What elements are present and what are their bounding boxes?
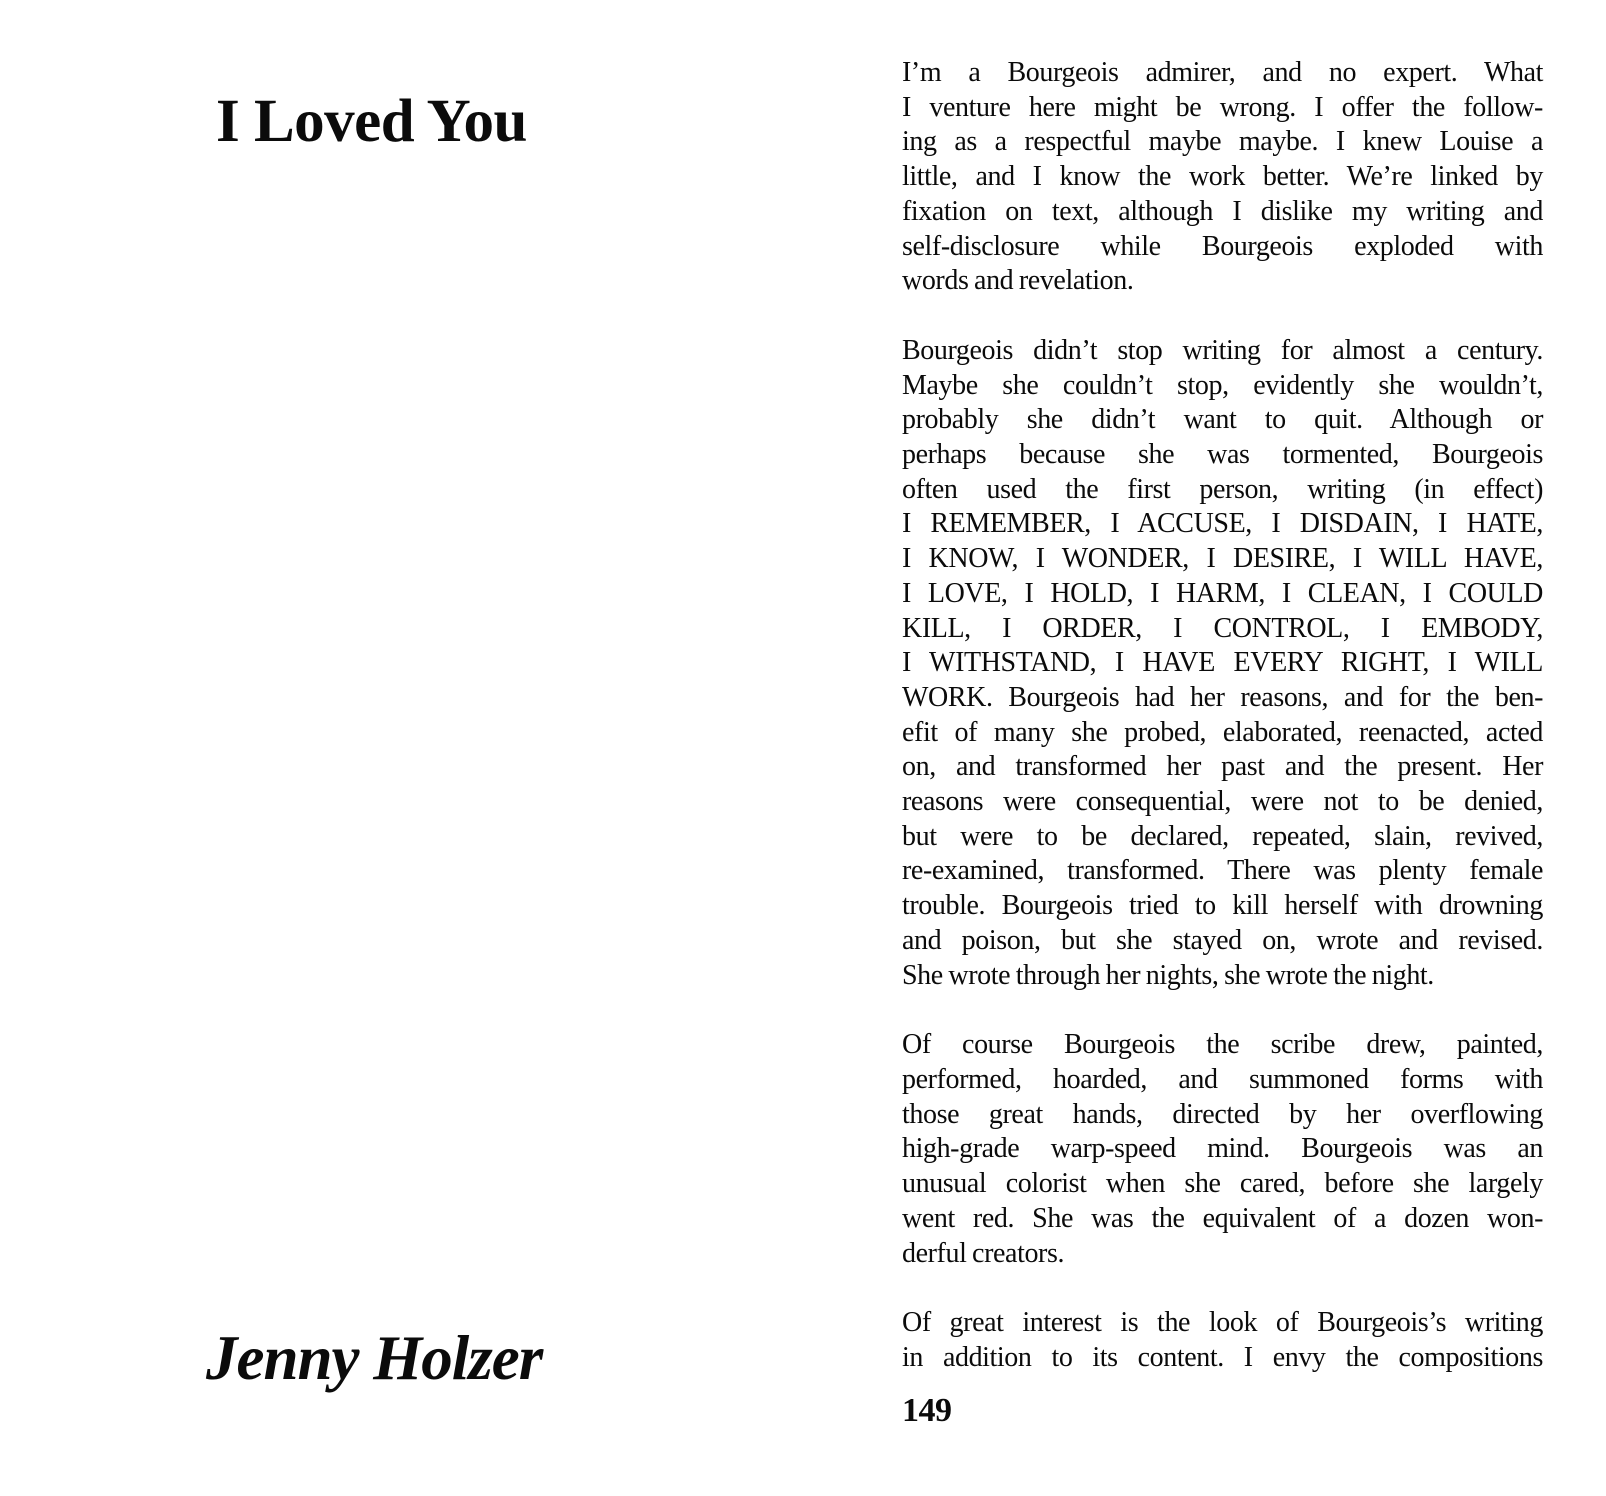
text-line: unusual colorist when she cared, before she largely: [902, 1168, 1543, 1200]
text-line: re-examined, transformed. There was plenty female: [902, 855, 1543, 887]
text-line: Of great interest is the look of Bourgeois’s writing: [902, 1307, 1543, 1339]
text-line: self-disclosure while Bourgeois exploded with: [902, 230, 1543, 262]
text-line: little, and I know the work better. We’re linked by: [902, 161, 1543, 193]
text-line: words and revelation.: [902, 265, 1134, 297]
text-line: trouble. Bourgeois tried to kill herself with drowning: [902, 890, 1543, 922]
text-line: high-grade warp-speed mind. Bourgeois was an: [902, 1133, 1543, 1165]
text-line: often used the first person, writing (in effect): [902, 473, 1543, 505]
text-line: derful creators.: [902, 1237, 1065, 1269]
text-line: fixation on text, although I dislike my writing and: [902, 195, 1543, 227]
text-line: Bourgeois didn’t stop writing for almost a century.: [902, 334, 1543, 366]
author-name: Jenny Holzer: [206, 1323, 543, 1393]
text-line: perhaps because she was tormented, Bourgeois: [902, 439, 1543, 471]
paragraph: [902, 1028, 1543, 1271]
text-line: WORK. Bourgeois had her reasons, and for the ben-: [902, 681, 1543, 713]
text-line: I KNOW, I WONDER, I DESIRE, I WILL HAVE,: [902, 543, 1543, 575]
text-line: I venture here might be wrong. I offer the follow-: [902, 91, 1543, 123]
text-line: went red. She was the equivalent of a dozen won-: [902, 1202, 1543, 1234]
page-title: I Loved You: [216, 87, 527, 155]
page-number: 149: [902, 1392, 952, 1429]
text-line: Maybe she couldn’t stop, evidently she wouldn’t,: [902, 369, 1543, 401]
text-line: reasons were consequential, were not to be denied,: [902, 786, 1543, 818]
text-line: but were to be declared, repeated, slain, revived,: [902, 820, 1543, 852]
text-line: ing as a respectful maybe maybe. I knew Louise a: [902, 126, 1543, 158]
text-line: KILL, I ORDER, I CONTROL, I EMBODY,: [902, 612, 1543, 644]
text-line: She wrote through her nights, she wrote the night.: [902, 959, 1434, 991]
text-line: on, and transformed her past and the present. Her: [902, 751, 1543, 783]
text-line: Of course Bourgeois the scribe drew, painted,: [902, 1029, 1543, 1061]
text-line: I REMEMBER, I ACCUSE, I DISDAIN, I HATE,: [902, 508, 1543, 540]
paragraph: [902, 1306, 1543, 1375]
text-line: I’m a Bourgeois admirer, and no expert. What: [902, 57, 1543, 88]
article-text: [902, 56, 1543, 1411]
text-line: I LOVE, I HOLD, I HARM, I CLEAN, I COULD: [902, 577, 1543, 609]
text-line: probably she didn’t want to quit. Although or: [902, 404, 1543, 436]
text-line: those great hands, directed by her overflowing: [902, 1098, 1543, 1130]
text-line: I WITHSTAND, I HAVE EVERY RIGHT, I WILL: [902, 647, 1543, 679]
text-line: and poison, but she stayed on, wrote and revised.: [902, 924, 1543, 956]
text-line: in addition to its content. I envy the compositions: [902, 1341, 1543, 1373]
paragraph: [902, 56, 1543, 299]
text-line: efit of many she probed, elaborated, reenacted, acted: [902, 716, 1543, 748]
text-line: performed, hoarded, and summoned forms with: [902, 1063, 1543, 1095]
paragraph: [902, 334, 1543, 993]
